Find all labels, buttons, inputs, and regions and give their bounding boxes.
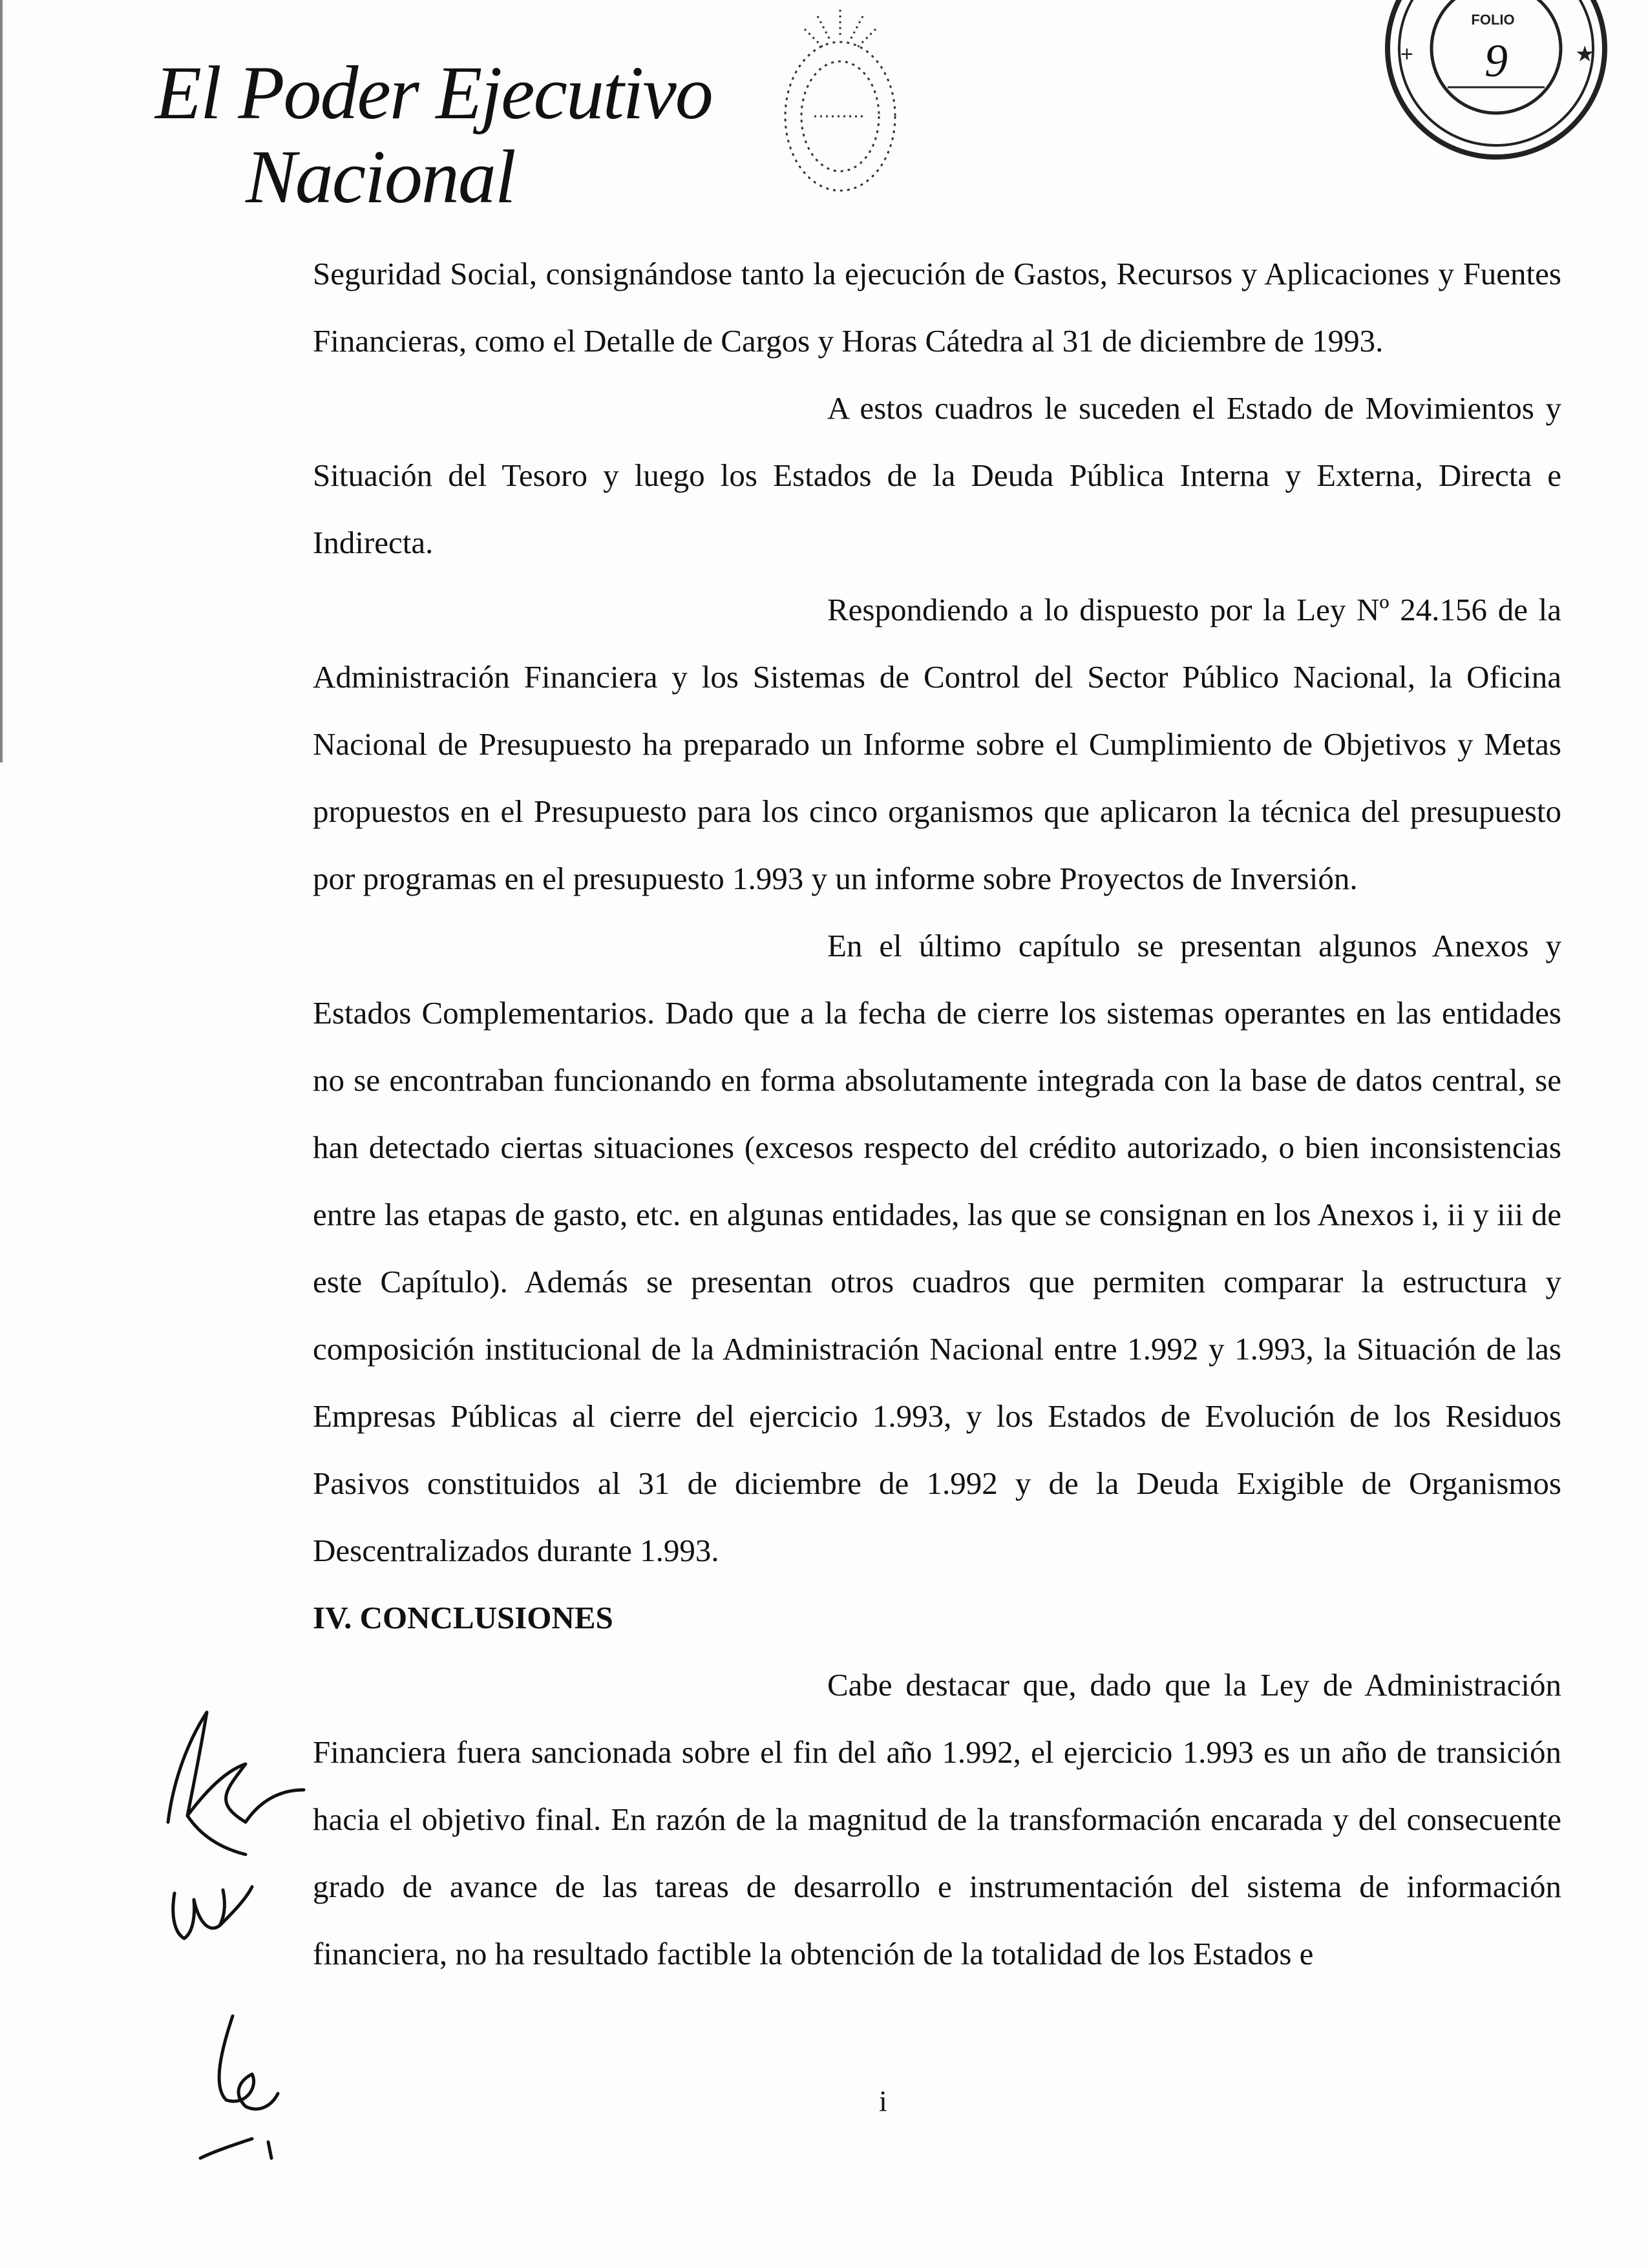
paragraph-1: Seguridad Social, consignándose tanto la ejecución de Gastos, Recursos y Aplicaciones y Fuentes Financieras, como el Detalle de Cargos y Horas Cátedra al 31 de diciembre de 1993. — [313, 256, 1561, 359]
svg-text:+: + — [1400, 42, 1413, 67]
svg-text:★: ★ — [1575, 42, 1595, 67]
national-emblem-icon — [766, 3, 914, 210]
letterhead-line-1: El Poder Ejecutivo — [155, 50, 712, 135]
page-number: i — [879, 2084, 887, 2117]
conclusions-paragraph: Cabe destacar que, dado que la Ley de Administración Financiera fuera sancionada sobre el fin del año 1.992, el ejercicio 1.993 es un año de transición hacia el objetivo final. En razón de la magnitud de la transformación encarada y del consecuente grado de avance de las tareas de desarrollo e instrumentación del sistema de información financiera, no ha resultado factible la obtención de la totalidad de los Estados e — [313, 1667, 1561, 1971]
letterhead — [155, 19, 712, 219]
folio-label: FOLIO — [1471, 12, 1515, 28]
folio-stamp-icon — [1360, 0, 1632, 162]
scan-edge-line — [0, 0, 3, 762]
signature-icon — [149, 1693, 317, 2223]
paragraph-2: A estos cuadros le suceden el Estado de Movimientos y Situación del Tesoro y luego los Estados de la Deuda Pública Interna y Externa, Directa e Indirecta. — [313, 390, 1561, 560]
folio-number: 9 — [1484, 35, 1508, 87]
body-text — [313, 240, 1561, 1988]
section-heading: IV. CONCLUSIONES — [313, 1600, 613, 1635]
paragraph-4: En el último capítulo se presentan algunos Anexos y Estados Complementarios. Dado que a la fecha de cierre los sistemas operantes en las entidades no se encontraban funcionando en forma absolutamente integrada con la base de datos central, se han detectado ciertas situaciones (excesos respecto del crédito autorizado, o bien inconsistencias entre las etapas de gasto, etc. en algunas entidades, las que se consignan en los Anexos i, ii y iii de este Capítulo). Además se presentan otros cuadros que permiten comparar la estructura y composición institucional de la Administración Nacional entre 1.992 y 1.993, la Situación de las Empresas Públicas al cierre del ejercicio 1.993, y los Estados de Evolución de los Residuos Pasivos constituidos al 31 de diciembre de 1.992 y de la Deuda Exigible de Organismos Descentralizados durante 1.993. — [313, 928, 1561, 1568]
paragraph-3: Respondiendo a lo dispuesto por la Ley Nº 24.156 de la Administración Financiera y los Sistemas de Control del Sector Público Nacional, la Oficina Nacional de Presupuesto ha preparado un Informe sobre el Cumplimiento de Objetivos y Metas propuestos en el Presupuesto para los cinco organismos que aplicaron la técnica del presupuesto por programas en el presupuesto 1.993 y un informe sobre Proyectos de Inversión. — [313, 592, 1561, 896]
letterhead-line-2: Nacional — [246, 134, 515, 219]
